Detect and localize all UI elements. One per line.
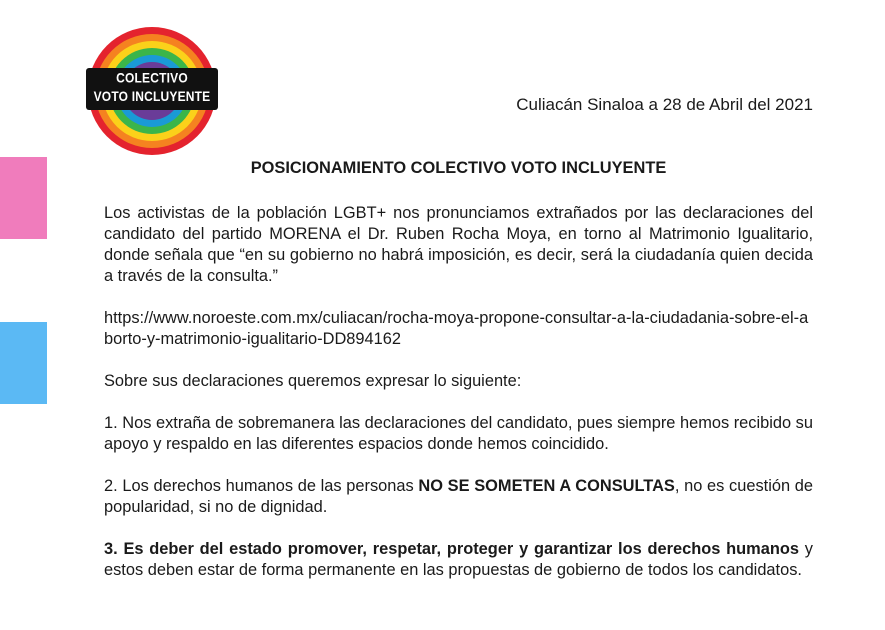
pink-side-bar [0,157,47,239]
point-2-after: , no es cuestión de popularidad, si no de dignidad. [104,477,813,516]
document-body [104,158,813,602]
document-date: Culiacán Sinaloa a 28 de Abril del 2021 [516,95,813,114]
logo-line-2: VOTO INCLUYENTE [93,88,211,105]
logo-text [84,69,220,106]
point-2-before: 2. Los derechos humanos de las personas [104,477,419,495]
logo-line-1: COLECTIVO [116,69,188,86]
point-3-after: y estos deben estar de forma permanente en las propuestas de gobierno de todos los candidatos. [104,540,813,579]
point-3 [104,539,813,581]
blue-side-bar [0,322,47,404]
point-3-bold: Es deber del estado promover, respetar, proteger y garantizar los derechos humanos [123,540,800,558]
lead-paragraph: Sobre sus declaraciones queremos expresar lo siguiente: [104,372,522,390]
colectivo-logo [84,26,220,156]
source-url: https://www.noroeste.com.mx/culiacan/rocha-moya-propone-consultar-a-la-ciudadania-sobre-el-aborto-y-matrimonio-igualitario-DD894162 [104,309,809,348]
point-3-number: 3. [104,540,124,558]
intro-paragraph: Los activistas de la población LGBT+ nos pronunciamos extrañados por las declaraciones del candidato del partido MORENA el Dr. Ruben Rocha Moya, en torno al Matrimonio Igualitario, donde señala que “en su gobierno no habrá imposición, es decir, será la ciudadanía quien decida a través de la consulta.” [104,204,813,285]
point-2 [104,476,813,518]
point-1: 1. Nos extraña de sobremanera las declaraciones del candidato, pues siempre hemos recibido su apoyo y respaldo en las diferentes espacios donde hemos coincidido. [104,414,813,453]
point-2-bold: NO SE SOMETEN A CONSULTAS [418,477,675,495]
document-title: POSICIONAMIENTO COLECTIVO VOTO INCLUYENTE [250,159,667,177]
